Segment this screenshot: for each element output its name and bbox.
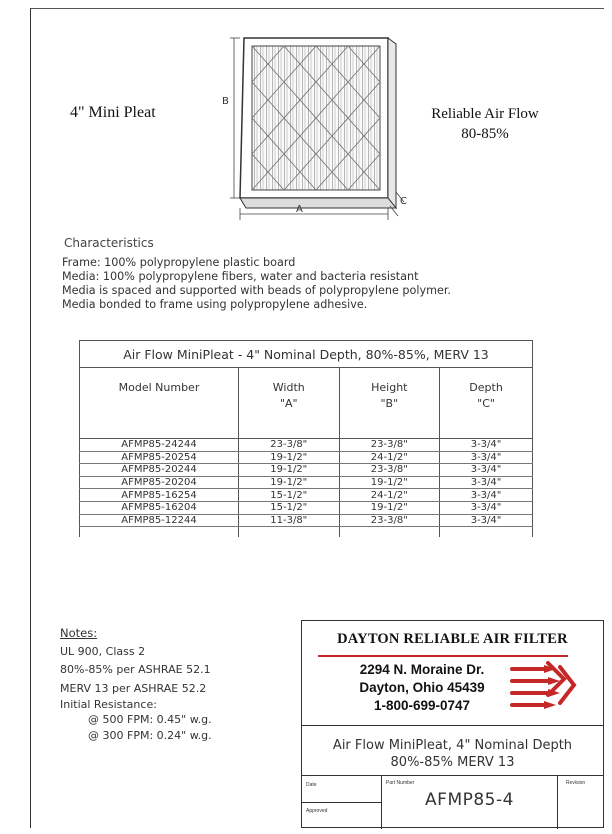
title-block-separator: [302, 725, 603, 726]
table-row: [80, 476, 533, 489]
part-number: AFMP85-4: [425, 790, 514, 810]
depth-value: 3-3/4": [440, 476, 533, 489]
depth-value: 3-3/4": [440, 514, 533, 527]
note-line: 80%-85% per ASHRAE 52.1: [60, 663, 211, 676]
height-value: 24-1/2": [339, 451, 440, 464]
header-width-code: "A": [279, 397, 298, 410]
width-value: 19-1/2": [239, 451, 340, 464]
width-value: 19-1/2": [239, 464, 340, 477]
revision-cell: [558, 776, 604, 829]
dimension-c-label: C: [400, 196, 407, 207]
table-header-row: [80, 368, 533, 439]
filter-drawing: [212, 30, 412, 226]
table-row: [80, 501, 533, 514]
notes-heading: Notes:: [60, 626, 98, 640]
note-line: @ 300 FPM: 0.24" w.g.: [88, 729, 212, 742]
height-value: 19-1/2": [339, 476, 440, 489]
title-block-fields: [302, 776, 603, 829]
characteristic-line: Media: 100% polypropylene fibers, water and bacteria resistant: [62, 270, 419, 283]
note-line: @ 500 FPM: 0.45" w.g.: [88, 713, 212, 726]
model-number: AFMP85-12244: [80, 514, 239, 527]
table-row: [80, 451, 533, 464]
header-model-label: Model Number: [118, 381, 200, 394]
rating-line-2: 80-85%: [461, 126, 509, 142]
characteristic-line: Media bonded to frame using polypropylene adhesive.: [62, 298, 368, 311]
approved-label: Approved: [306, 808, 328, 814]
depth-value: 3-3/4": [440, 439, 533, 452]
specifications-table: [79, 340, 533, 537]
table-row: [80, 464, 533, 477]
company-name: DAYTON RELIABLE AIR FILTER: [337, 631, 568, 647]
revision-label: Revision: [566, 780, 586, 786]
width-value: 15-1/2": [239, 501, 340, 514]
product-description: [302, 737, 603, 771]
table-spacer-row: [80, 527, 533, 538]
model-number: AFMP85-16254: [80, 489, 239, 502]
header-depth-code: "C": [477, 397, 495, 410]
part-number-label: Part Number: [386, 780, 415, 786]
date-label: Date: [306, 782, 317, 788]
note-line: UL 900, Class 2: [60, 644, 146, 658]
notes-section: [60, 624, 212, 744]
width-value: 19-1/2": [239, 476, 340, 489]
depth-value: 3-3/4": [440, 464, 533, 477]
dimension-a-label: A: [296, 204, 303, 215]
address-line-2: Dayton, Ohio 45439: [359, 680, 485, 695]
depth-value: 3-3/4": [440, 489, 533, 502]
header-width-label: Width: [272, 381, 305, 394]
table-row: [80, 439, 533, 452]
depth-value: 3-3/4": [440, 501, 533, 514]
depth-value: 3-3/4": [440, 451, 533, 464]
table-row: [80, 514, 533, 527]
model-number: AFMP85-16204: [80, 501, 239, 514]
dayton-airflow-logo-icon: [508, 655, 580, 715]
part-number-cell: [382, 776, 558, 829]
width-value: 11-3/8": [239, 514, 340, 527]
company-address: [322, 661, 522, 715]
model-number: AFMP85-20244: [80, 464, 239, 477]
characteristic-line: Media is spaced and supported with beads of polypropylene polymer.: [62, 284, 451, 297]
phone-number: 1-800-699-0747: [373, 698, 471, 713]
note-line: Initial Resistance:: [60, 698, 157, 711]
header-height: [339, 368, 440, 439]
title-block: [301, 620, 604, 828]
dimension-b-label: B: [222, 96, 229, 107]
height-value: 23-3/8": [339, 439, 440, 452]
model-number: AFMP85-24244: [80, 439, 239, 452]
header-model: [80, 368, 239, 439]
height-value: 24-1/2": [339, 489, 440, 502]
table-row: [80, 489, 533, 502]
model-number: AFMP85-20204: [80, 476, 239, 489]
characteristics-heading: Characteristics: [64, 236, 154, 250]
product-title: 4" Mini Pleat: [70, 104, 156, 121]
address-line-1: 2294 N. Moraine Dr.: [359, 662, 485, 677]
characteristic-line: Frame: 100% polypropylene plastic board: [62, 256, 296, 269]
height-value: 23-3/8": [339, 514, 440, 527]
description-line-2: 80%-85% MERV 13: [390, 755, 515, 770]
width-value: 15-1/2": [239, 489, 340, 502]
description-line-1: Air Flow MiniPleat, 4" Nominal Depth: [332, 738, 573, 753]
header-depth: [440, 368, 533, 439]
product-rating: [420, 104, 550, 144]
height-value: 23-3/8": [339, 464, 440, 477]
header-depth-label: Depth: [469, 381, 503, 394]
note-line: MERV 13 per ASHRAE 52.2: [60, 681, 207, 695]
rating-line-1: Reliable Air Flow: [431, 106, 539, 122]
height-value: 19-1/2": [339, 501, 440, 514]
width-value: 23-3/8": [239, 439, 340, 452]
model-number: AFMP85-20254: [80, 451, 239, 464]
table-caption: Air Flow MiniPleat - 4" Nominal Depth, 80%-85%, MERV 13: [80, 341, 533, 368]
header-height-code: "B": [380, 397, 399, 410]
header-height-label: Height: [371, 381, 408, 394]
table-caption-row: [80, 341, 533, 368]
date-approved-cell: [302, 776, 382, 829]
header-width: [239, 368, 340, 439]
